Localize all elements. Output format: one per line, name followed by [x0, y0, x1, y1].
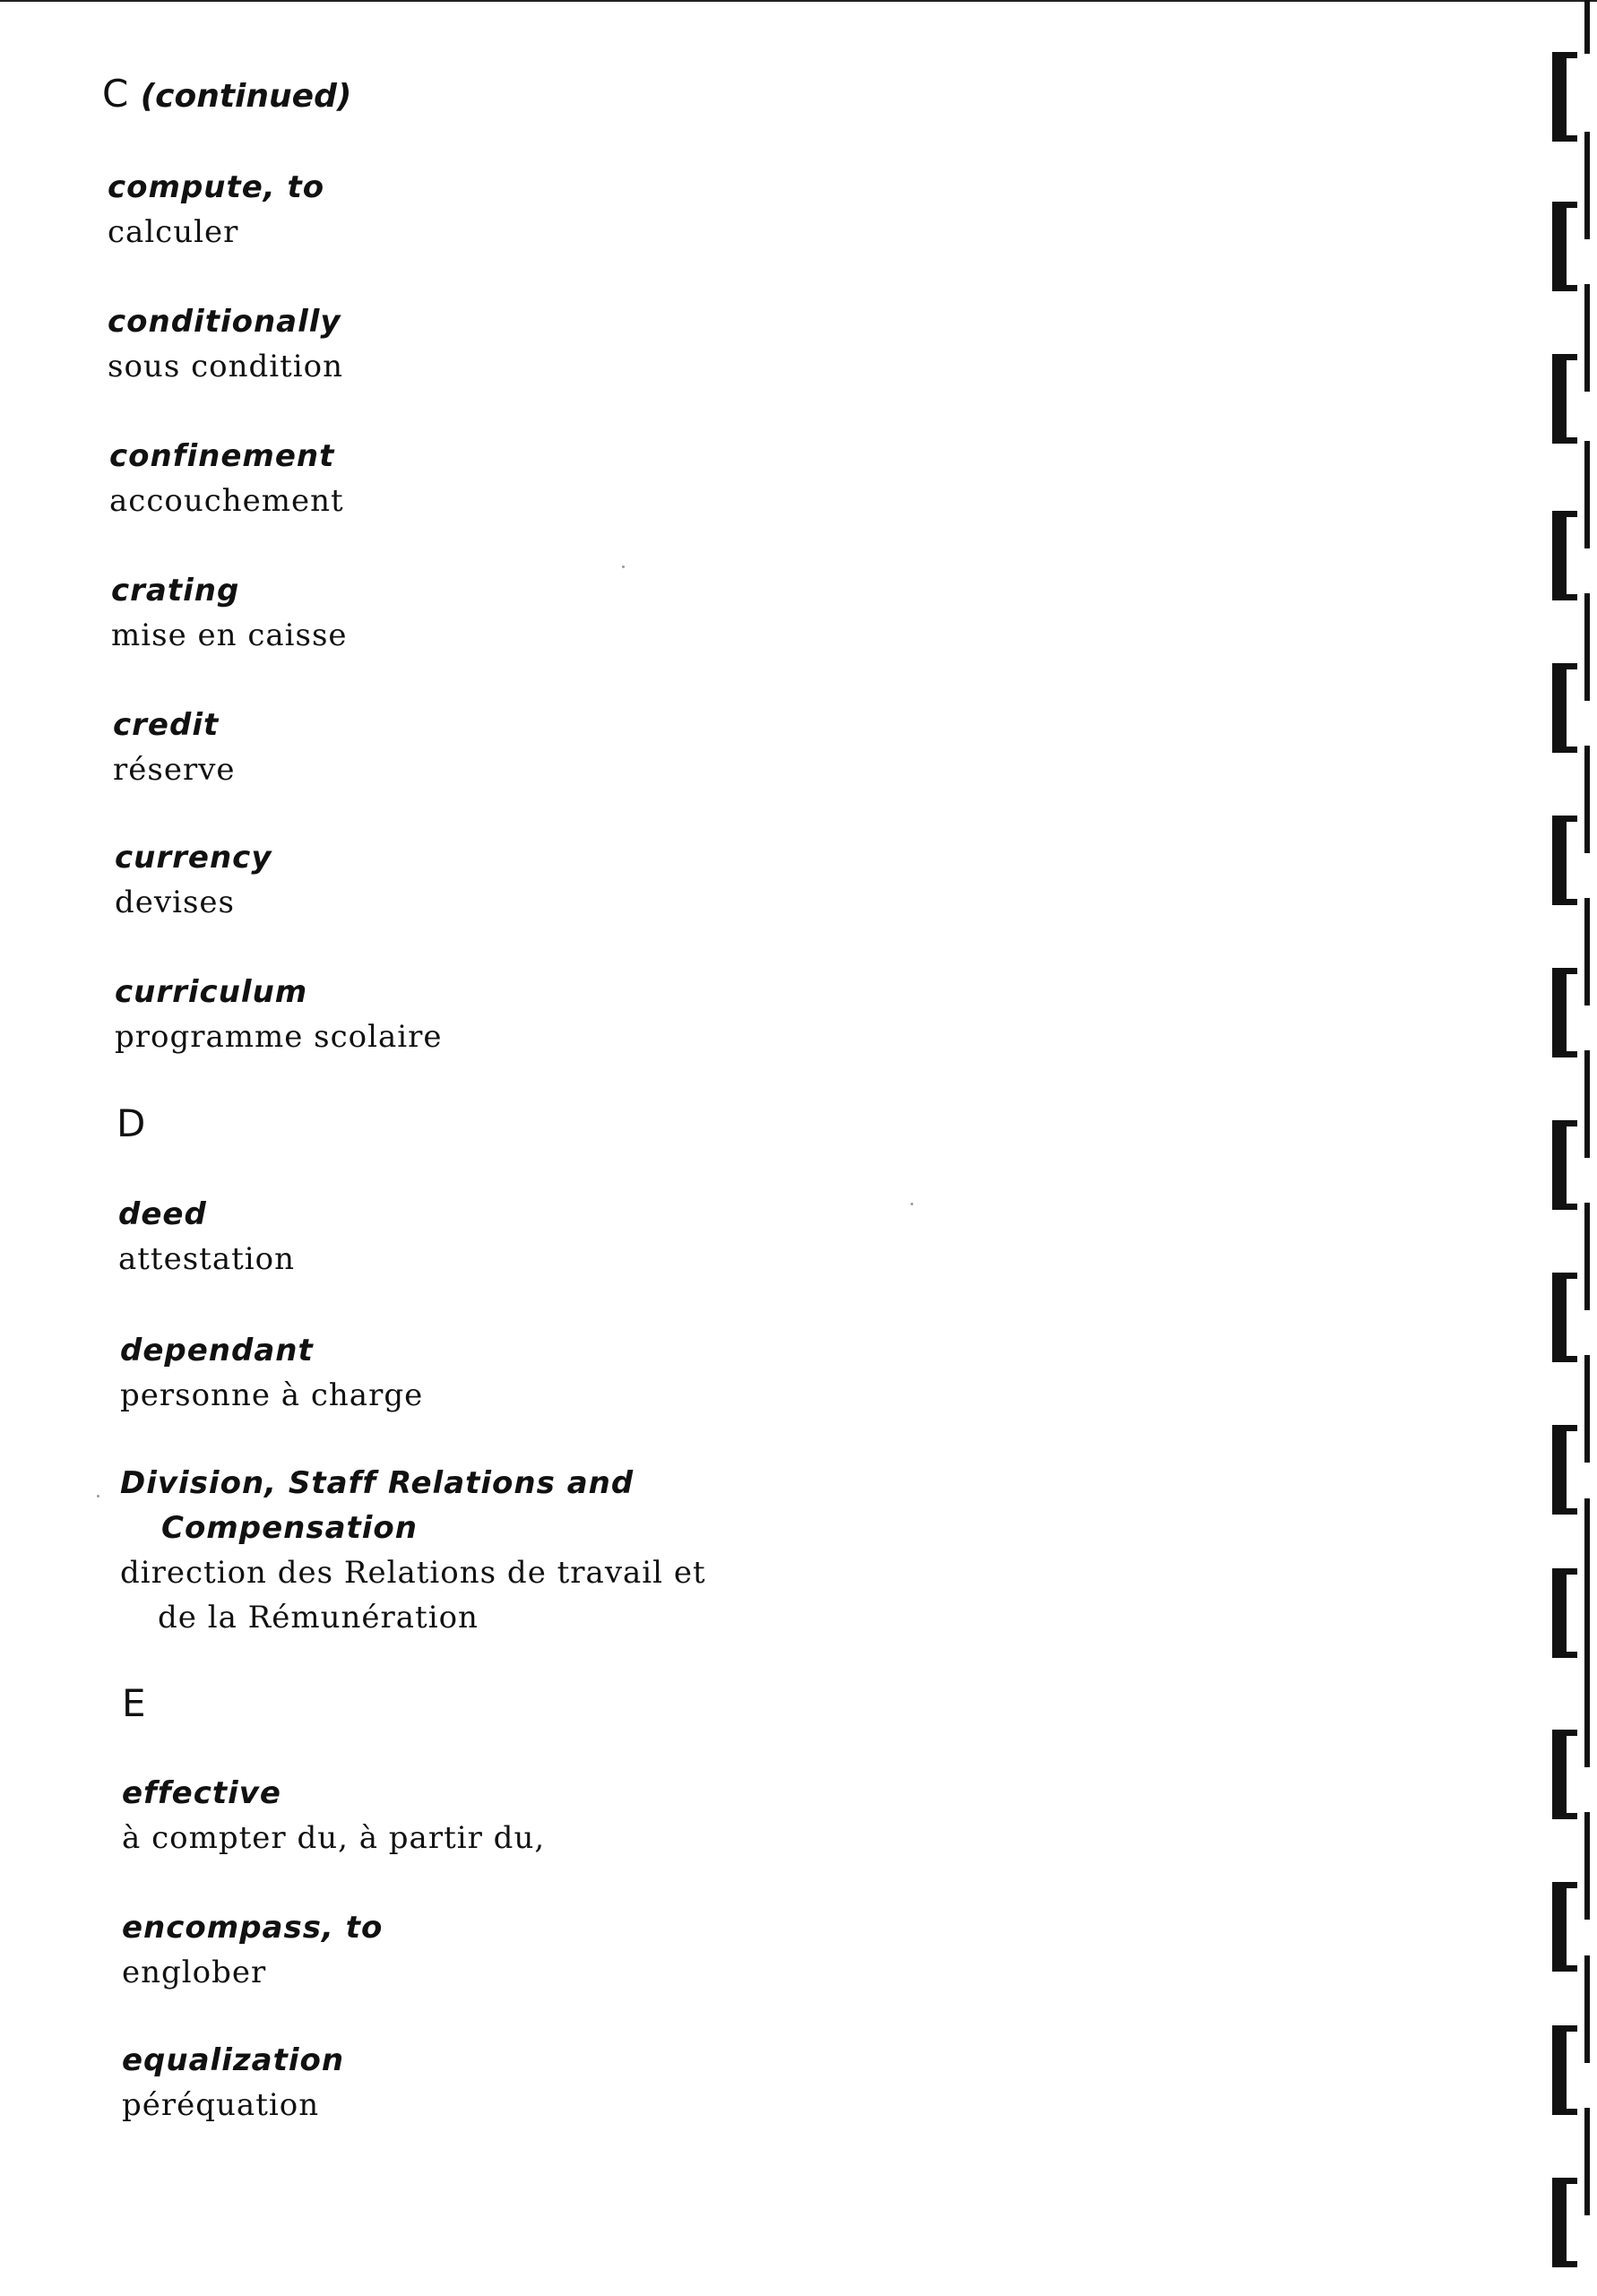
- entry-term: credit: [113, 707, 220, 743]
- glossary-entry: [118, 1192, 295, 1282]
- entry-term: deed: [118, 1196, 207, 1232]
- binding-coil: [1545, 1882, 1588, 1972]
- entry-translation: accouchement: [109, 483, 344, 519]
- entry-translation: devises: [115, 885, 235, 920]
- binding-coil: [1545, 816, 1588, 905]
- glossary-entry: [120, 1328, 423, 1418]
- glossary-entry: [109, 434, 344, 523]
- scan-speck: [622, 565, 625, 568]
- entry-translation: à compter du, à partir du,: [122, 1820, 546, 1856]
- binding-coil: [1545, 202, 1588, 291]
- section-letter: C: [102, 72, 129, 116]
- entry-term: equalization: [122, 2042, 345, 2078]
- scan-speck: [97, 1495, 99, 1498]
- entry-translation: englober: [122, 1955, 267, 1990]
- entry-translation: sous condition: [108, 349, 344, 384]
- entry-term: currency: [115, 840, 272, 876]
- entry-translation: réserve: [113, 752, 236, 788]
- entry-term: curriculum: [115, 974, 308, 1010]
- entry-term: conditionally: [108, 304, 341, 340]
- binding-coil: [1545, 511, 1588, 600]
- binding-coil: [1545, 663, 1588, 753]
- binding-coil: [1545, 52, 1588, 142]
- glossary-entry: [108, 165, 324, 255]
- glossary-entry: [120, 1461, 706, 1640]
- binding-coil: [1545, 2025, 1588, 2115]
- binding-coil: [1545, 2178, 1588, 2267]
- glossary-entry: [108, 299, 343, 389]
- section-heading-c: [102, 72, 352, 116]
- scan-speck: [911, 1203, 913, 1205]
- glossary-entry: [115, 970, 443, 1059]
- entry-term: dependant: [120, 1333, 314, 1368]
- binding-coil: [1545, 1425, 1588, 1515]
- section-letter: D: [117, 1101, 146, 1145]
- entry-translation: attestation: [118, 1241, 296, 1277]
- entry-term: Division, Staff Relations and: [120, 1465, 634, 1501]
- entry-term: compute, to: [108, 169, 325, 205]
- binding-coil: [1545, 1120, 1588, 1210]
- glossary-entry: [113, 703, 236, 792]
- entry-translation: calculer: [108, 214, 239, 250]
- entry-translation: personne à charge: [120, 1377, 424, 1413]
- entry-translation: programme scolaire: [115, 1019, 443, 1055]
- entry-term-continuation: Compensation: [161, 1510, 418, 1546]
- glossary-entry: [115, 835, 272, 925]
- binding-coil: [1545, 968, 1588, 1057]
- section-heading-e: [122, 1681, 146, 1725]
- section-note: (continued): [140, 78, 352, 115]
- entry-translation: mise en caisse: [111, 617, 348, 653]
- entry-translation: direction des Relations de travail et: [120, 1555, 706, 1591]
- binding-coil: [1545, 1730, 1588, 1819]
- spiral-binding: [1532, 0, 1597, 2296]
- binding-coil: [1545, 1568, 1588, 1658]
- section-heading-d: [117, 1101, 146, 1145]
- entry-term: effective: [122, 1775, 281, 1811]
- entry-term: crating: [111, 573, 240, 609]
- entry-term: encompass, to: [122, 1910, 384, 1946]
- binding-coil: [1545, 354, 1588, 444]
- entry-translation-continuation: de la Rémunération: [158, 1600, 479, 1636]
- binding-coil: [1545, 1273, 1588, 1362]
- glossary-entry: [122, 1905, 383, 1995]
- glossary-entry: [122, 2038, 344, 2128]
- section-letter: E: [122, 1681, 146, 1725]
- glossary-entry: [111, 568, 348, 658]
- glossary-entry: [122, 1771, 545, 1860]
- entry-term: confinement: [109, 438, 335, 474]
- entry-translation: péréquation: [122, 2087, 320, 2123]
